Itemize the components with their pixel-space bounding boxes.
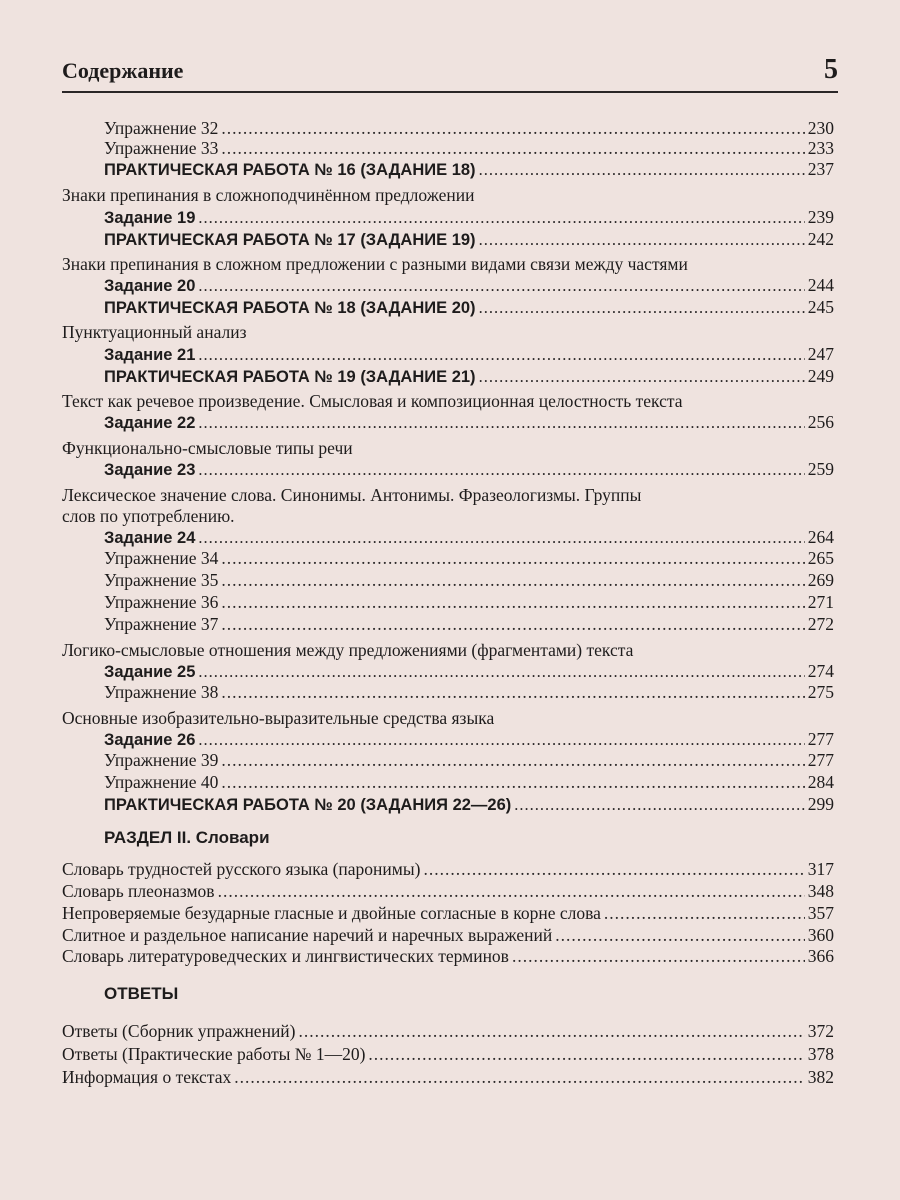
toc-entry-page: 317 <box>807 859 834 879</box>
toc-entry-label: Задание 22 <box>104 414 196 432</box>
toc-entry[interactable] <box>62 945 834 967</box>
leader-dots <box>198 412 804 434</box>
leader-dots <box>514 794 804 816</box>
toc-entry-page: 233 <box>807 138 834 158</box>
toc-entry-label: Упражнение 32 <box>104 118 219 138</box>
leader-dots <box>479 229 805 251</box>
toc-entry[interactable] <box>62 1043 834 1065</box>
toc-entry[interactable] <box>62 924 834 946</box>
toc-entry-page: 265 <box>807 548 834 568</box>
toc-entry[interactable] <box>104 660 834 683</box>
toc-entry-page: 348 <box>807 881 834 901</box>
leader-dots <box>221 117 804 139</box>
toc-section-heading: Функционально-смысловые типы речи <box>62 438 353 458</box>
leader-dots <box>198 275 804 297</box>
toc-entry-label: ПРАКТИЧЕСКАЯ РАБОТА № 18 (ЗАДАНИЕ 20) <box>104 299 476 317</box>
leader-dots <box>234 1066 805 1088</box>
toc-entry-label: Словарь трудностей русского языка (паронимы) <box>62 859 421 879</box>
toc-entry-page: 382 <box>807 1067 834 1087</box>
toc-entry-label: Задание 19 <box>104 209 196 227</box>
toc-section-heading: Текст как речевое произведение. Смысловая и композиционная целостность текста <box>62 391 683 411</box>
toc-entry-label: ПРАКТИЧЕСКАЯ РАБОТА № 20 (ЗАДАНИЯ 22—26) <box>104 796 512 814</box>
toc-entry-label: ПРАКТИЧЕСКАЯ РАБОТА № 16 (ЗАДАНИЕ 18) <box>104 161 476 179</box>
toc-entry-page: 299 <box>807 794 834 814</box>
leader-dots <box>218 880 805 902</box>
toc-entry[interactable] <box>104 228 834 251</box>
page-number: 5 <box>824 54 838 85</box>
leader-dots <box>221 613 804 635</box>
toc-section-heading: Пунктуационный анализ <box>62 322 247 342</box>
toc-entry-label: Задание 25 <box>104 663 196 681</box>
toc-entry[interactable] <box>104 547 834 569</box>
toc-entry[interactable] <box>104 771 834 793</box>
toc-entry[interactable] <box>104 296 834 319</box>
toc-entry-label: Задание 24 <box>104 529 196 547</box>
toc-entry-page: 360 <box>807 925 834 945</box>
toc-entry-page: 264 <box>807 527 834 547</box>
toc-entry-page: 274 <box>807 661 834 681</box>
toc-entry-page: 366 <box>807 946 834 966</box>
toc-entry-page: 230 <box>807 118 834 138</box>
toc-entry-label: Упражнение 38 <box>104 682 219 702</box>
toc-entry[interactable] <box>62 880 834 902</box>
toc-section-heading: Лексическое значение слова. Синонимы. Антонимы. Фразеологизмы. Группы <box>62 485 642 505</box>
toc-entry-page: 272 <box>807 614 834 634</box>
toc-entry-label: Информация о текстах <box>62 1067 232 1087</box>
toc-part-heading: ОТВЕТЫ <box>104 984 179 1003</box>
toc-entry-label: Слитное и раздельное написание наречий и наречных выражений <box>62 925 553 945</box>
toc-entry-page: 247 <box>807 344 834 364</box>
toc-entry[interactable] <box>104 728 834 751</box>
toc-entry[interactable] <box>104 681 834 703</box>
toc-entry[interactable] <box>104 411 834 434</box>
leader-dots <box>198 527 804 549</box>
toc-entry-page: 269 <box>807 570 834 590</box>
toc-section-heading-continued: слов по употреблению. <box>62 506 235 526</box>
toc-entry-label: Задание 23 <box>104 461 196 479</box>
leader-dots <box>221 547 804 569</box>
toc-entry-label: Упражнение 37 <box>104 614 219 634</box>
toc-entry-label: Упражнение 40 <box>104 772 219 792</box>
toc-entry-page: 249 <box>807 366 834 386</box>
leader-dots <box>198 729 804 751</box>
toc-section-heading: Основные изобразительно-выразительные средства языка <box>62 708 495 728</box>
leader-dots <box>604 902 805 924</box>
toc-entry-page: 271 <box>807 592 834 612</box>
leader-dots <box>368 1043 804 1065</box>
toc-entry-label: Упражнение 35 <box>104 570 219 590</box>
toc-entry[interactable] <box>104 158 834 181</box>
leader-dots <box>555 924 805 946</box>
toc-entry-page: 277 <box>807 750 834 770</box>
leader-dots <box>221 681 804 703</box>
toc-entry-page: 244 <box>807 275 834 295</box>
toc-entry-page: 284 <box>807 772 834 792</box>
toc-entry[interactable] <box>104 137 834 159</box>
leader-dots <box>512 945 805 967</box>
leader-dots <box>479 159 805 181</box>
leader-dots <box>423 858 804 880</box>
leader-dots <box>198 661 804 683</box>
toc-part-heading: РАЗДЕЛ II. Словари <box>104 828 270 847</box>
toc-entry-label: ПРАКТИЧЕСКАЯ РАБОТА № 17 (ЗАДАНИЕ 19) <box>104 231 476 249</box>
toc-entry-label: Упражнение 39 <box>104 750 219 770</box>
leader-dots <box>299 1020 805 1042</box>
toc-entry-page: 237 <box>807 159 834 179</box>
leader-dots <box>198 344 804 366</box>
toc-entry-label: Ответы (Практические работы № 1—20) <box>62 1044 366 1064</box>
toc-entry[interactable] <box>104 569 834 591</box>
toc-entry-page: 378 <box>807 1044 834 1064</box>
toc-entry[interactable] <box>104 206 834 229</box>
toc-entry[interactable] <box>62 858 834 880</box>
toc-entry-label: Упражнение 36 <box>104 592 219 612</box>
toc-entry-label: Словарь литературоведческих и лингвистических терминов <box>62 946 509 966</box>
toc-entry[interactable] <box>104 526 834 549</box>
toc-entry-label: ПРАКТИЧЕСКАЯ РАБОТА № 19 (ЗАДАНИЕ 21) <box>104 368 476 386</box>
toc-entry-label: Непроверяемые безударные гласные и двойные согласные в корне слова <box>62 903 601 923</box>
toc-entry[interactable] <box>62 1020 834 1042</box>
toc-section-heading: Знаки препинания в сложноподчинённом предложении <box>62 185 475 205</box>
toc-entry-label: Словарь плеоназмов <box>62 881 215 901</box>
leader-dots <box>221 771 804 793</box>
toc-entry-label: Ответы (Сборник упражнений) <box>62 1021 296 1041</box>
toc-entry-page: 372 <box>807 1021 834 1041</box>
toc-entry[interactable] <box>104 793 834 816</box>
toc-entry[interactable] <box>62 1066 834 1088</box>
toc-entry[interactable] <box>104 613 834 635</box>
toc-entry[interactable] <box>104 458 834 481</box>
toc-entry-page: 256 <box>807 412 834 432</box>
leader-dots <box>198 459 804 481</box>
toc-entry[interactable] <box>62 902 834 924</box>
toc-entry-label: Задание 20 <box>104 277 196 295</box>
toc-entry[interactable] <box>104 749 834 771</box>
toc-entry-label: Упражнение 34 <box>104 548 219 568</box>
toc-entry-page: 239 <box>807 207 834 227</box>
toc-entry-page: 277 <box>807 729 834 749</box>
leader-dots <box>221 749 804 771</box>
toc-entry[interactable] <box>104 591 834 613</box>
toc-entry[interactable] <box>104 274 834 297</box>
toc-entry[interactable] <box>104 117 834 139</box>
leader-dots <box>221 137 804 159</box>
leader-dots <box>198 207 804 229</box>
toc-section-heading: Логико-смысловые отношения между предложениями (фрагментами) текста <box>62 640 634 660</box>
toc-entry-page: 275 <box>807 682 834 702</box>
toc-entry[interactable] <box>104 343 834 366</box>
toc-entry-page: 245 <box>807 297 834 317</box>
toc-entry-page: 357 <box>807 903 834 923</box>
leader-dots <box>221 591 804 613</box>
toc-entry[interactable] <box>104 365 834 388</box>
toc-entry-page: 259 <box>807 459 834 479</box>
toc-entry-label: Задание 21 <box>104 346 196 364</box>
toc-entry-label: Задание 26 <box>104 731 196 749</box>
leader-dots <box>479 297 805 319</box>
leader-dots <box>479 366 805 388</box>
toc-entry-label: Упражнение 33 <box>104 138 219 158</box>
page-title: Содержание <box>62 58 184 83</box>
leader-dots <box>221 569 804 591</box>
toc-entry-page: 242 <box>807 229 834 249</box>
toc-section-heading: Знаки препинания в сложном предложении с разными видами связи между частями <box>62 254 688 274</box>
